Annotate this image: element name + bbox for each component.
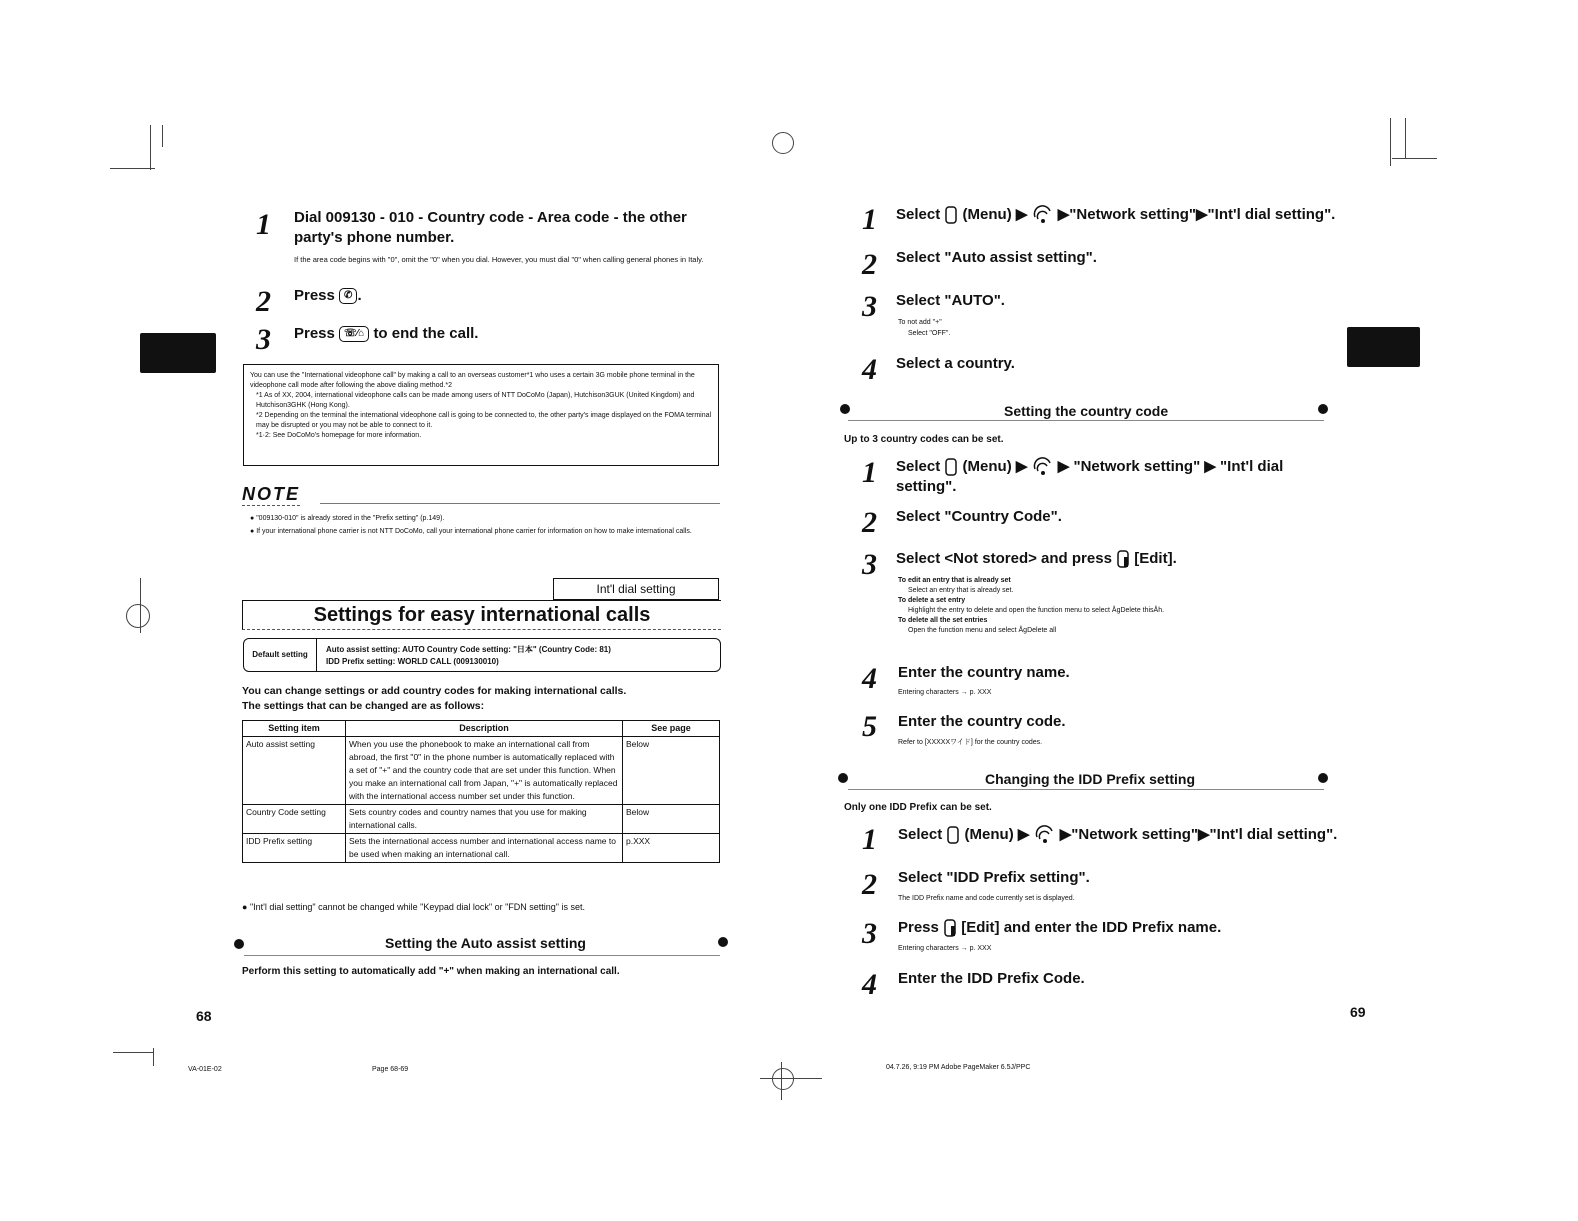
network-icon xyxy=(1032,457,1054,477)
note-label: NOTE xyxy=(242,484,301,504)
step-label: Press xyxy=(294,287,335,304)
heading-line xyxy=(848,420,1324,421)
crop-mark xyxy=(153,1048,154,1066)
menu-key-icon xyxy=(944,457,958,477)
registration-mark xyxy=(772,1068,794,1090)
info-line: *1 As of XX, 2004, international videophone calls can be made among users of NTT DoCoMo (Japan), Hutchison3GUK (United Kingdom) and Hutchison3GHK (Hong Kong). xyxy=(256,392,695,409)
step-label-after: to end the call. xyxy=(373,325,479,342)
intro-line: The settings that can be changed are as follows: xyxy=(242,700,485,712)
step-label: Select xyxy=(896,206,941,223)
step-label: Select <Not stored> and press xyxy=(896,550,1112,567)
table-header-row xyxy=(243,721,720,737)
settings-table xyxy=(242,720,720,863)
step-text xyxy=(896,549,1177,569)
step-number: 4 xyxy=(862,353,877,386)
bullet-text: "Int'l dial setting" cannot be changed while "Keypad dial lock" or "FDN setting" is set. xyxy=(249,902,585,912)
step-label: Select xyxy=(896,458,941,475)
table-cell: Sets the international access number and international access name to be used when making an international call. xyxy=(346,834,623,863)
crop-mark xyxy=(1392,158,1437,159)
section-intro: Perform this setting to automatically add "+" when making an international call. xyxy=(242,966,620,977)
step-text: Select "IDD Prefix setting". xyxy=(898,869,1090,886)
network-icon xyxy=(1032,205,1054,225)
step-label: (Menu) ▶ xyxy=(962,206,1028,223)
network-icon xyxy=(1034,825,1056,845)
table-header: Setting item xyxy=(243,721,346,737)
note-item: ● If your international phone carrier is not NTT DoCoMo, call your international phone carrier for information on how to make international calls. xyxy=(250,528,692,535)
crop-mark xyxy=(150,125,151,170)
info-box xyxy=(243,364,719,466)
step-text xyxy=(896,457,1296,497)
step-label: ▶ "Network setting" ▶ "Int'l dial xyxy=(1057,458,1284,475)
step-text xyxy=(294,324,478,344)
section-intro: Only one IDD Prefix can be set. xyxy=(844,802,992,813)
step-text: Dial 009130 - 010 - Country code - Area code - the other party's phone number. xyxy=(294,209,687,246)
step-label: (Menu) ▶ xyxy=(962,458,1028,475)
step-label: [Edit] and enter the IDD Prefix name. xyxy=(961,919,1222,936)
step-number: 4 xyxy=(862,662,877,695)
step-note: To not add "+" xyxy=(898,319,942,326)
note-text: "009130-010" is already stored in the "Prefix setting" (p.149). xyxy=(256,515,445,522)
bullet-note: ● "Int'l dial setting" cannot be changed while "Keypad dial lock" or "FDN setting" is set. xyxy=(242,902,585,912)
default-setting-line: IDD Prefix setting: WORLD CALL (009130010) xyxy=(326,657,499,666)
default-setting-box xyxy=(243,638,721,672)
table-cell: Below xyxy=(623,737,720,805)
table-cell: IDD Prefix setting xyxy=(243,834,346,863)
step-number: 5 xyxy=(862,710,877,743)
crop-mark xyxy=(1390,118,1391,166)
note-text: Open the function menu and select ÅgDelete all xyxy=(908,627,1057,634)
note-divider xyxy=(320,503,720,504)
table-cell: Auto assist setting xyxy=(243,737,346,805)
registration-mark xyxy=(772,132,794,154)
footer-stamp: 04.7.26, 9:19 PM Adobe PageMaker 6.5J/PPC xyxy=(886,1064,1031,1071)
table-row xyxy=(243,834,720,863)
end-key-icon: ☏⁄⌂ xyxy=(339,326,369,342)
table-header: See page xyxy=(623,721,720,737)
section-heading: Setting the Auto assist setting xyxy=(385,935,586,951)
section-heading: Setting the country code xyxy=(1004,403,1169,419)
note-heading: To edit an entry that is already set xyxy=(898,577,1011,584)
table-row xyxy=(243,805,720,834)
heading-dot xyxy=(1318,773,1328,783)
step-number: 2 xyxy=(256,285,271,318)
intro-text xyxy=(242,684,626,714)
step-number: 1 xyxy=(862,203,877,236)
step-text: Select "Auto assist setting". xyxy=(896,249,1097,266)
step-number: 4 xyxy=(862,968,877,1001)
page-number: 69 xyxy=(1350,1004,1366,1020)
step-text: Select "Country Code". xyxy=(896,508,1062,525)
default-setting-label: Default setting xyxy=(244,639,317,671)
crop-mark xyxy=(162,125,163,147)
crop-mark xyxy=(781,1062,782,1100)
info-line: You can use the "International videophone call" by making a call to an overseas customer*1 who uses a certain 3G mobile phone terminal in the videophone call mode after following the above dialing method.*2 xyxy=(250,372,695,389)
page-number: 68 xyxy=(196,1008,212,1024)
step-note: Entering characters → p. XXX xyxy=(898,945,992,952)
step-note: Entering characters → p. XXX xyxy=(898,689,992,696)
heading-dot xyxy=(1318,404,1328,414)
default-setting-line: Auto assist setting: AUTO Country Code setting: "日本" (Country Code: 81) xyxy=(326,645,611,654)
table-header: Description xyxy=(346,721,623,737)
crop-mark xyxy=(1405,118,1406,158)
heading-dot xyxy=(840,404,850,414)
step-label: Press xyxy=(294,325,335,342)
heading-dot xyxy=(838,773,848,783)
step-number: 3 xyxy=(862,290,877,323)
section-intro: Up to 3 country codes can be set. xyxy=(844,434,1004,445)
step-label: setting". xyxy=(896,478,957,496)
heading-dot xyxy=(234,939,244,949)
step-note: The IDD Prefix name and code currently set is displayed. xyxy=(898,895,1075,902)
section-heading: Changing the IDD Prefix setting xyxy=(985,771,1196,787)
registration-mark xyxy=(126,604,150,628)
note-heading: To delete a set entry xyxy=(898,597,966,604)
step-number: 3 xyxy=(862,548,877,581)
info-line: *1·2: See DoCoMo's homepage for more information. xyxy=(256,432,422,439)
table-row xyxy=(243,737,720,805)
info-line: *2 Depending on the terminal the international videophone call is going to be connected to, the other party's image displayed on the FOMA terminal may be disrupted or you may not be able to connect to it. xyxy=(256,412,712,429)
table-cell: Below xyxy=(623,805,720,834)
crop-mark xyxy=(760,1078,822,1079)
step-note: Refer to [XXXXXワイド] for the country codes. xyxy=(898,739,1043,746)
step-text: Enter the country code. xyxy=(898,713,1066,730)
intro-line: You can change settings or add country codes for making international calls. xyxy=(242,685,627,697)
note-heading: To delete all the set entries xyxy=(898,617,988,624)
note-text: Highlight the entry to delete and open the function menu to select ÅgDelete thisÅh. xyxy=(908,607,1165,614)
step-label: Select xyxy=(898,826,943,843)
heading-line xyxy=(244,955,720,956)
step-text: Select a country. xyxy=(896,355,1015,372)
edit-key-icon xyxy=(1116,549,1130,569)
step-number: 1 xyxy=(256,208,271,241)
step-number: 3 xyxy=(862,917,877,950)
chapter-tab-left xyxy=(140,333,216,373)
step-text xyxy=(898,918,1221,938)
step-text xyxy=(898,825,1337,845)
footer-pages: Page 68-69 xyxy=(372,1066,409,1073)
step-label: ▶"Network setting"▶"Int'l dial setting". xyxy=(1057,206,1336,223)
crop-mark xyxy=(113,1052,153,1053)
step-notes xyxy=(898,576,1318,636)
step-text xyxy=(896,205,1335,225)
step-label: ▶"Network setting"▶"Int'l dial setting". xyxy=(1059,826,1338,843)
step-text: Enter the IDD Prefix Code. xyxy=(898,970,1085,987)
step-label: Press xyxy=(898,919,939,936)
heading-dot xyxy=(718,937,728,947)
table-cell: p.XXX xyxy=(623,834,720,863)
note-text: If your international phone carrier is not NTT DoCoMo, call your international phone carrier for information on how to make international calls. xyxy=(256,528,692,535)
menu-key-icon xyxy=(944,205,958,225)
step-note: Select "OFF". xyxy=(908,330,951,337)
footer-code: VA-01E-02 xyxy=(188,1066,222,1073)
table-cell: Country Code setting xyxy=(243,805,346,834)
step-text: Enter the country name. xyxy=(898,664,1070,681)
step-label: (Menu) ▶ xyxy=(964,826,1030,843)
step-text: Press ✆ . xyxy=(294,287,362,304)
step-text: Select "AUTO". xyxy=(896,292,1005,309)
note-text: Select an entry that is already set. xyxy=(908,587,1014,594)
step-number: 2 xyxy=(862,868,877,901)
table-cell: When you use the phonebook to make an international call from abroad, the first "0" in the phone number is automatically replaced with a set of "+" and the country code that are set under this function. When you make an international call from Japan, "+" is automatically replaced with the international access number set under this function. xyxy=(346,737,623,805)
menu-key-icon xyxy=(946,825,960,845)
send-key-icon: ✆ xyxy=(339,288,357,304)
crop-mark xyxy=(110,168,155,169)
edit-key-icon xyxy=(943,918,957,938)
section-title: Settings for easy international calls xyxy=(242,600,721,630)
note-item: ● "009130-010" is already stored in the "Prefix setting" (p.149). xyxy=(250,515,445,522)
step-number: 1 xyxy=(862,456,877,489)
step-note: If the area code begins with "0", omit the "0" when you dial. However, you must dial "0" when calling general phones in Italy. xyxy=(294,255,704,264)
step-number: 2 xyxy=(862,506,877,539)
step-number: 2 xyxy=(862,248,877,281)
table-cell: Sets country codes and country names that you use for making international calls. xyxy=(346,805,623,834)
heading-line xyxy=(848,789,1324,790)
step-label: [Edit]. xyxy=(1134,550,1177,567)
chapter-tab-right xyxy=(1347,327,1420,367)
step-number: 1 xyxy=(862,823,877,856)
step-number: 3 xyxy=(256,323,271,356)
section-tab: Int'l dial setting xyxy=(553,578,719,600)
